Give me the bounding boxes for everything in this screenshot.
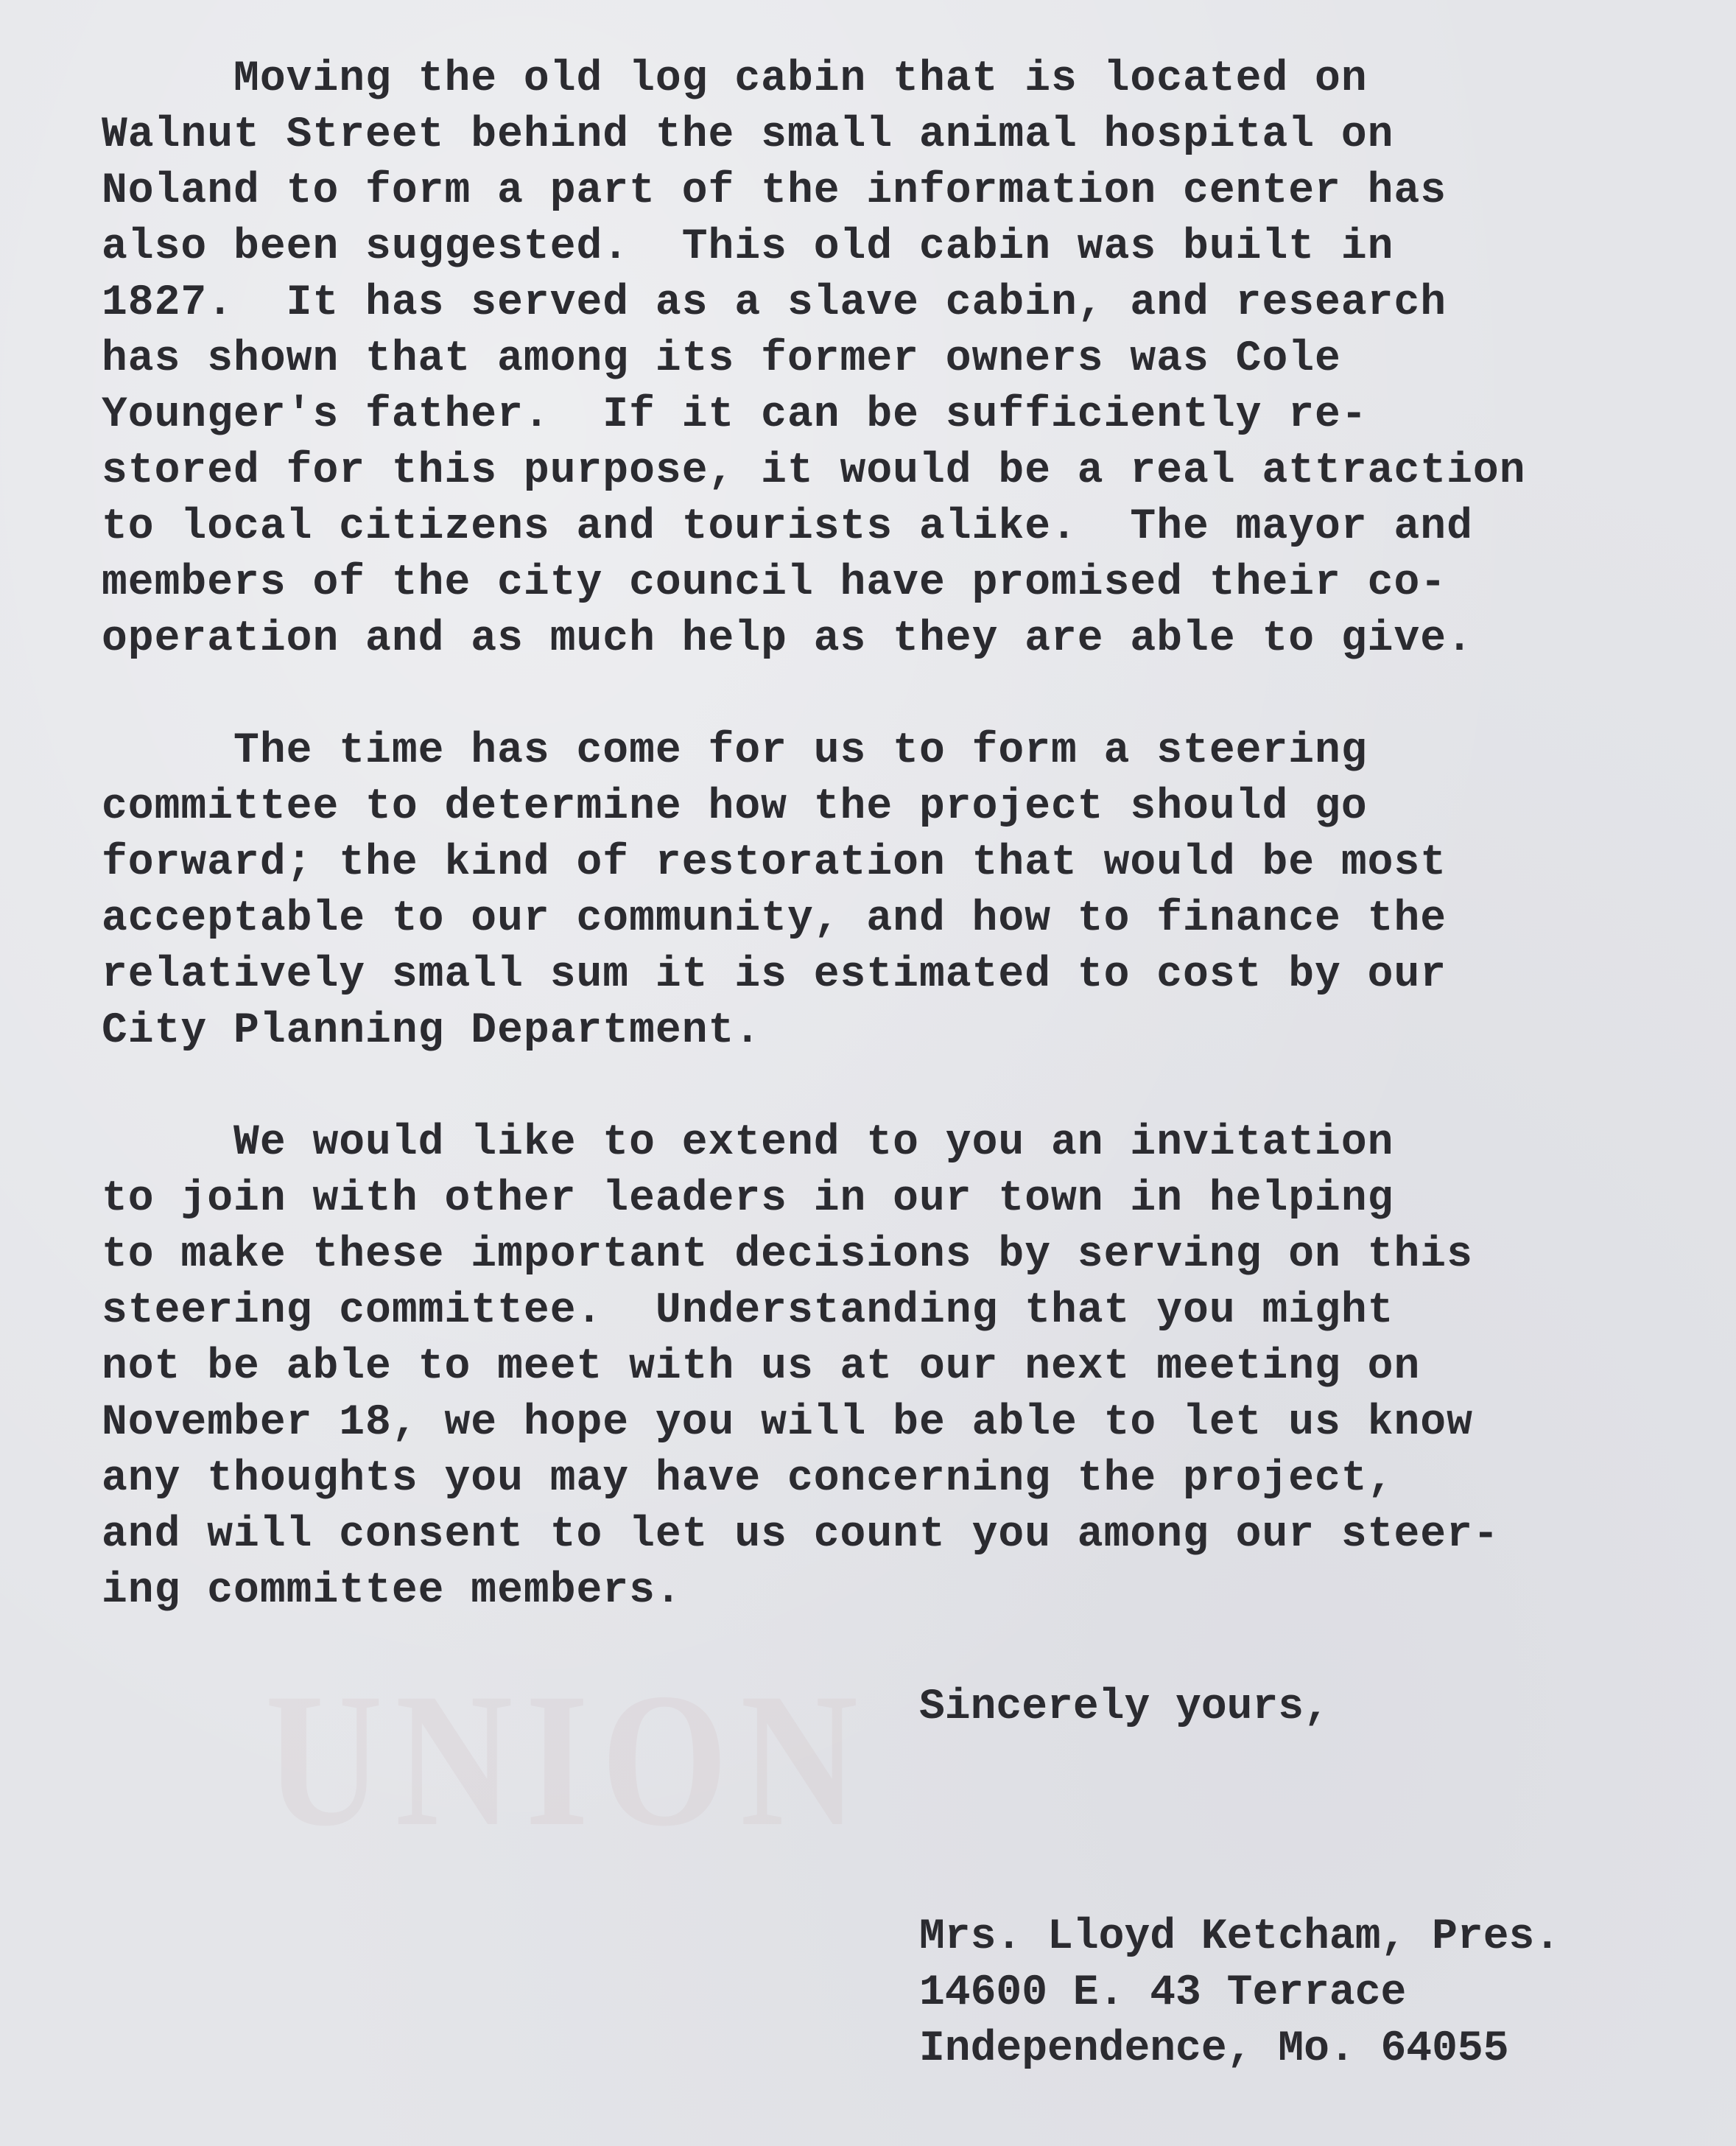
signature-block xyxy=(919,1910,1560,2077)
text-line: Walnut Street behind the small animal hospital on xyxy=(102,111,1394,159)
text-line: has shown that among its former owners was Cole xyxy=(102,335,1341,383)
address-city: Independence, Mo. 64055 xyxy=(919,2025,1509,2073)
text-line: also been suggested. This old cabin was built in xyxy=(102,223,1394,271)
text-line: any thoughts you may have concerning the project, xyxy=(102,1455,1394,1503)
text-line: 1827. It has served as a slave cabin, and research xyxy=(102,279,1447,327)
text-line: Younger's father. If it can be sufficiently re- xyxy=(102,391,1368,439)
faded-watermark: UNION xyxy=(265,1654,871,1866)
text-line: The time has come for us to form a steering xyxy=(102,727,1368,775)
text-line: relatively small sum it is estimated to cost by our xyxy=(102,951,1447,999)
paragraph-3 xyxy=(102,1115,1707,1619)
paragraph-1 xyxy=(102,52,1707,667)
text-line: November 18, we hope you will be able to let us know xyxy=(102,1399,1473,1447)
text-line: steering committee. Understanding that you might xyxy=(102,1287,1394,1335)
text-line: acceptable to our community, and how to finance the xyxy=(102,895,1447,943)
text-line: to make these important decisions by serving on this xyxy=(102,1231,1473,1279)
text-line: operation and as much help as they are able to give. xyxy=(102,615,1473,663)
text-line: committee to determine how the project should go xyxy=(102,783,1368,831)
text-line: members of the city council have promised their co- xyxy=(102,559,1447,607)
text-line: stored for this purpose, it would be a real attraction xyxy=(102,447,1526,495)
paragraph-2 xyxy=(102,723,1707,1059)
text-line: not be able to meet with us at our next meeting on xyxy=(102,1343,1421,1391)
closing-salutation: Sincerely yours, xyxy=(919,1683,1329,1731)
text-line: forward; the kind of restoration that would be most xyxy=(102,839,1447,887)
signer-name: Mrs. Lloyd Ketcham, Pres. xyxy=(919,1913,1561,1961)
text-line: and will consent to let us count you among our steer- xyxy=(102,1511,1500,1559)
address-street: 14600 E. 43 Terrace xyxy=(919,1969,1407,2017)
letter-body xyxy=(102,52,1707,1675)
text-line: Noland to form a part of the information center has xyxy=(102,167,1447,215)
text-line: ing committee members. xyxy=(102,1567,682,1615)
text-line: Moving the old log cabin that is located on xyxy=(102,55,1368,103)
text-line: to local citizens and tourists alike. The mayor and xyxy=(102,503,1473,551)
text-line: We would like to extend to you an invitation xyxy=(102,1119,1394,1167)
text-line: City Planning Department. xyxy=(102,1007,762,1055)
text-line: to join with other leaders in our town in helping xyxy=(102,1175,1394,1223)
